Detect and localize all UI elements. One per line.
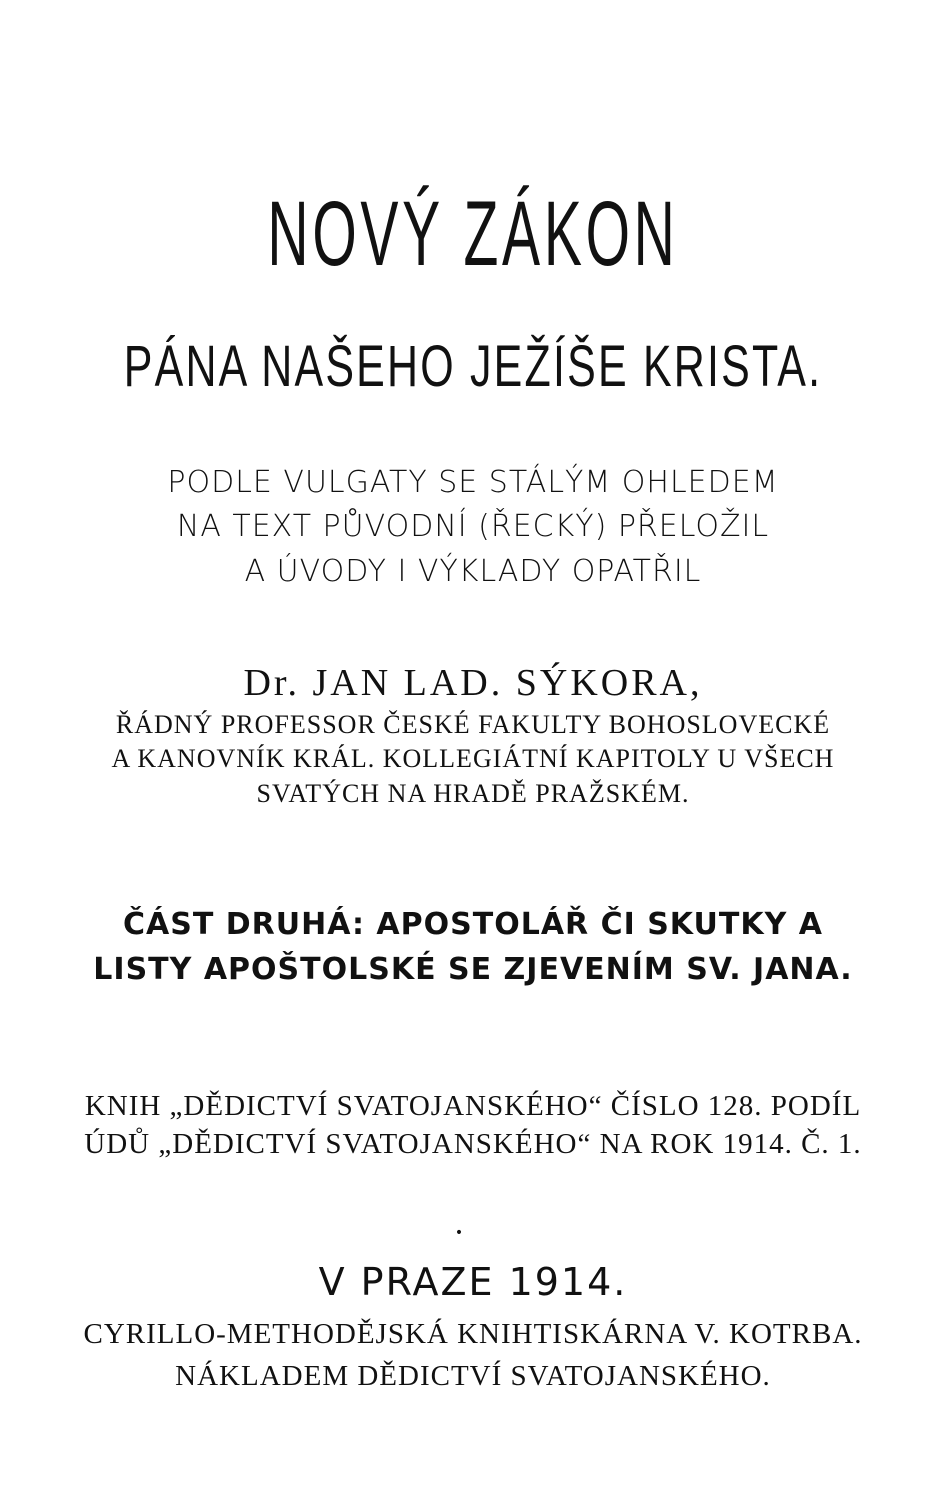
place-year: V PRAZE 1914. bbox=[318, 1260, 628, 1304]
description-line: NA TEXT PŮVODNÍ (ŘECKÝ) PŘELOŽIL bbox=[176, 509, 770, 544]
publisher-line: NÁKLADEM DĚDICTVÍ SVATOJANSKÉHO. bbox=[175, 1360, 771, 1392]
series-line: ÚDŮ „DĚDICTVÍ SVATOJANSKÉHO“ NA ROK 1914. Č. 1. bbox=[84, 1128, 862, 1160]
part-heading-line: LISTY APOŠTOLSKÉ SE ZJEVENÍM SV. JANA. bbox=[93, 952, 853, 987]
description-line: PODLE VULGATY SE STÁLÝM OHLEDEM bbox=[167, 465, 779, 500]
author-name: Dr. JAN LAD. SÝKORA, bbox=[243, 662, 703, 704]
part-heading-line: ČÁST DRUHÁ: APOSTOLÁŘ ČI SKUTKY A bbox=[122, 907, 823, 942]
author-role-line: SVATÝCH NA HRADĚ PRAŽSKÉM. bbox=[256, 779, 690, 808]
printer-line: CYRILLO-METHODĚJSKÁ KNIHTISKÁRNA V. KOTRBA. bbox=[83, 1318, 863, 1350]
author-role-line: ŘÁDNÝ PROFESSOR ČESKÉ FAKULTY BOHOSLOVECKÉ bbox=[115, 710, 831, 739]
description-line: A ÚVODY I VÝKLADY OPATŘIL bbox=[244, 554, 702, 589]
ornament-dot: • bbox=[454, 1225, 464, 1241]
author-role-line: A KANOVNÍK KRÁL. KOLLEGIÁTNÍ KAPITOLY U VŠECH bbox=[111, 744, 835, 773]
book-subtitle: PÁNA NAŠEHO JEŽÍŠE KRISTA. bbox=[123, 334, 823, 399]
book-title: NOVÝ ZÁKON bbox=[267, 183, 679, 285]
series-line: KNIH „DĚDICTVÍ SVATOJANSKÉHO“ ČÍSLO 128. PODÍL bbox=[84, 1090, 862, 1122]
